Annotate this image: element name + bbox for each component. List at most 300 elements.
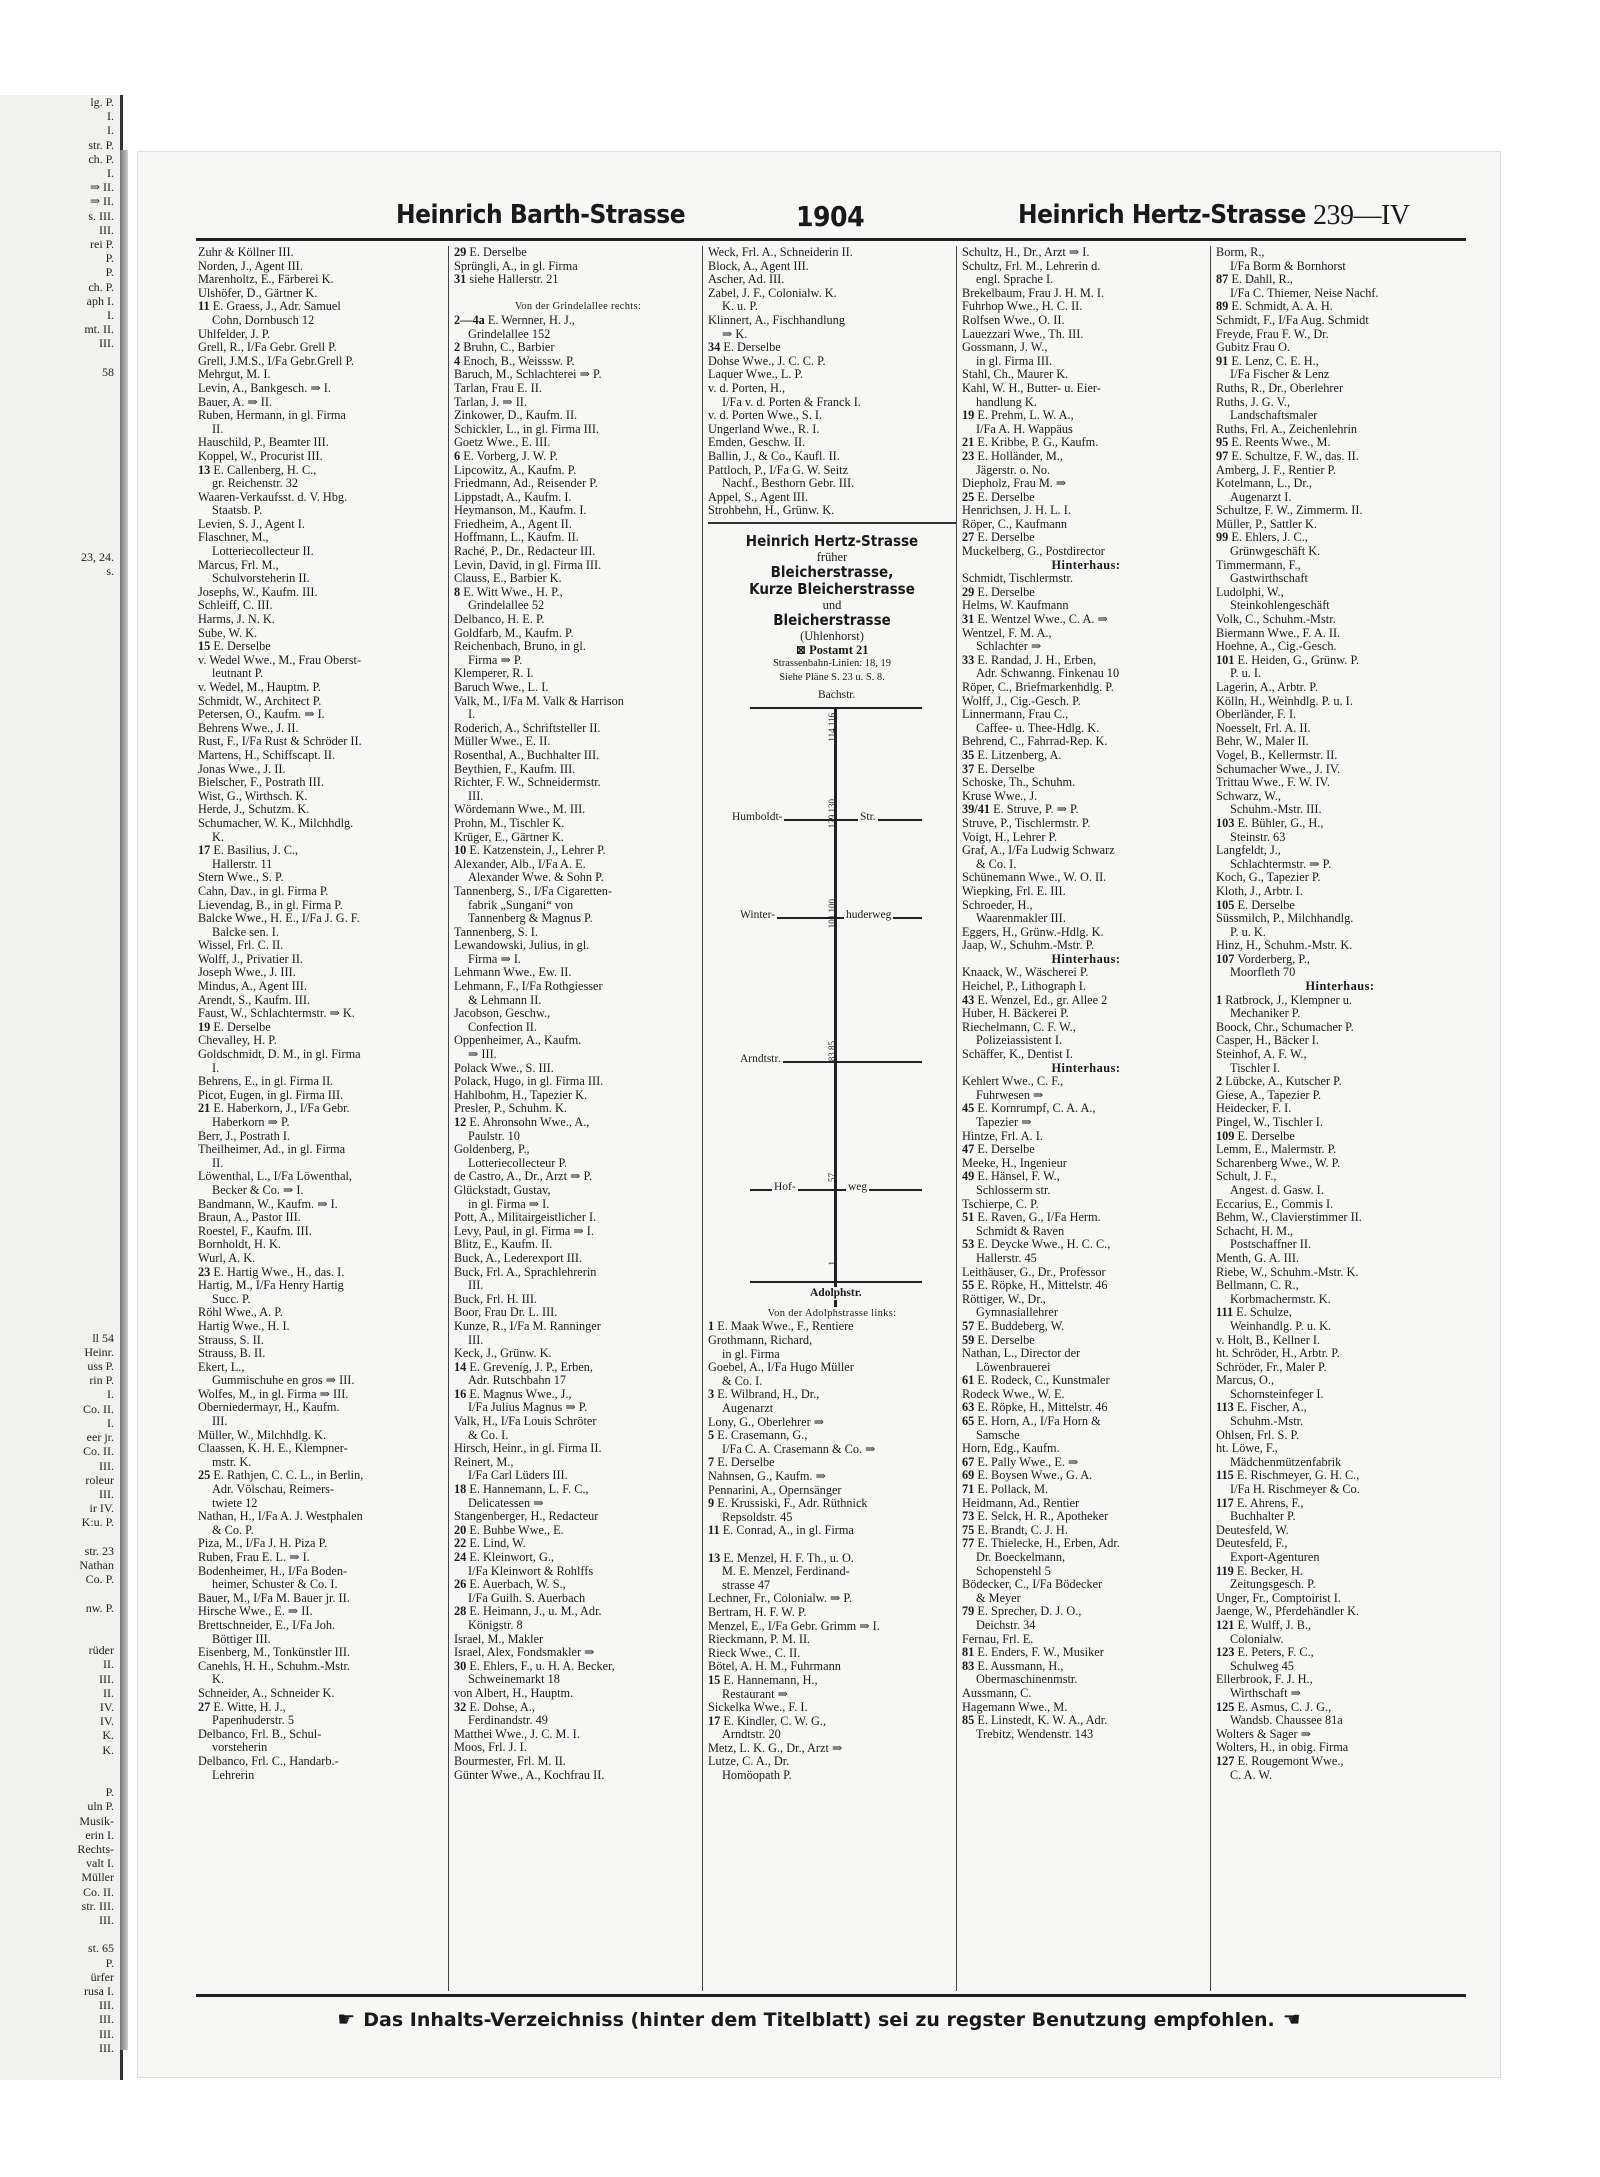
- previous-page-fragment: II.: [103, 1685, 114, 1700]
- entry-text: Augenarzt: [722, 1402, 774, 1416]
- entry-text: E. Buddeberg, W.: [977, 1319, 1065, 1333]
- previous-page-fragment: III.: [99, 222, 114, 237]
- entry-text: Lechner, Fr., Colonialw. ⇒ P.: [708, 1592, 852, 1606]
- previous-page-fragment: valt I.: [86, 1856, 114, 1871]
- cross-street-label: Arndtstr.: [740, 1052, 781, 1065]
- directory-entry: [1216, 1116, 1464, 1130]
- entry-text: Lotteriecollecteur P.: [468, 1156, 568, 1170]
- directory-entry: [1216, 599, 1464, 613]
- directory-entry: [708, 1429, 956, 1443]
- entry-text: Trebitz, Wendenstr. 143: [976, 1727, 1094, 1741]
- directory-entry: [962, 491, 1210, 505]
- directory-entry: [962, 790, 1210, 804]
- entry-text: Nathan, H., I/Fa A. J. Westphalen: [198, 1510, 363, 1524]
- entry-text: Ekert, L.,: [198, 1360, 245, 1374]
- previous-page-fragment: [0, 507, 120, 521]
- entry-text: Ferdinandstr. 49: [468, 1714, 548, 1728]
- previous-page-fragment: [0, 905, 120, 919]
- entry-text: Ruths, Frl. A., Zeichenlehrin: [1216, 422, 1358, 436]
- entry-text: Presler, P., Schuhm. K.: [454, 1102, 567, 1116]
- entry-text: Eggers, H., Grünw.-Hdlg. K.: [962, 925, 1104, 939]
- directory-entry: [454, 314, 702, 328]
- page-header: [138, 200, 1500, 236]
- entry-text: Voigt, H., Lehrer P.: [962, 830, 1058, 844]
- previous-page-fragment: [0, 1530, 120, 1544]
- directory-entry: [962, 681, 1210, 695]
- directory-entry: [1216, 273, 1464, 287]
- directory-entry: [962, 1007, 1210, 1021]
- directory-entry: [198, 899, 446, 913]
- directory-entry: [1216, 1660, 1464, 1674]
- directory-entry: [198, 640, 446, 654]
- directory-entry: [1216, 817, 1464, 831]
- house-number: 21: [198, 1102, 211, 1116]
- house-number: 59: [962, 1333, 975, 1347]
- previous-page-fragment: Co. II.: [83, 1444, 114, 1459]
- entry-text: Schwarz, W.,: [1216, 789, 1281, 803]
- entry-text: Marcus, O.,: [1216, 1374, 1275, 1388]
- previous-page-fragment: [0, 805, 120, 819]
- previous-page-fragment: I.: [107, 1415, 114, 1430]
- entry-text: Delbanco, H. E. P.: [454, 613, 545, 627]
- entry-text: Huber, H. Bäckerei P.: [962, 1007, 1069, 1021]
- directory-entry: [962, 300, 1210, 314]
- house-number: 9: [708, 1497, 715, 1511]
- directory-entry: [454, 1741, 702, 1755]
- directory-entry: [198, 1130, 446, 1144]
- directory-entry: [198, 871, 446, 885]
- entry-text: Augenarzt I.: [1230, 490, 1292, 504]
- previous-page-fragment: [0, 961, 120, 975]
- directory-entry: [198, 464, 446, 478]
- directory-entry: [1216, 1565, 1464, 1579]
- entry-text: & Co. I.: [722, 1374, 763, 1388]
- previous-page-fragment: [0, 876, 120, 890]
- entry-text: Menzel, E., I/Fa Gebr. Grimm ⇒ I.: [708, 1619, 880, 1633]
- house-number: 23: [962, 449, 975, 463]
- subsection-heading: Hinterhaus:: [1051, 1061, 1121, 1075]
- entry-text: Behrens, E., in gl. Firma II.: [198, 1075, 334, 1089]
- directory-entry: [454, 708, 702, 722]
- directory-entry: [198, 1102, 446, 1116]
- directory-entry: [1216, 1388, 1464, 1402]
- entry-text: Strohbehn, H., Grünw. K.: [708, 504, 835, 518]
- header-left-street: Heinrich Barth-Strasse: [396, 200, 686, 230]
- entry-text: Haberkorn ⇒ P.: [212, 1116, 290, 1129]
- entry-text: Boor, Frau Dr. L. III.: [454, 1306, 558, 1320]
- entry-text: Wiepking, Frl. E. III.: [962, 884, 1066, 898]
- directory-entry: [1216, 763, 1464, 777]
- house-number: 53: [962, 1238, 975, 1252]
- previous-page-fragment: P.: [105, 265, 114, 280]
- directory-entry: [962, 1728, 1210, 1742]
- directory-entry: [454, 1565, 702, 1579]
- directory-entry: [198, 1089, 446, 1103]
- entry-text: Ratbrock, J., Klempner u.: [1225, 993, 1352, 1007]
- entry-text: Reinert, M.,: [454, 1455, 514, 1469]
- directory-entry: [1216, 640, 1464, 654]
- entry-text: Koppel, W., Procurist III.: [198, 449, 323, 463]
- entry-text: Behrend, C., Fahrrad-Rep. K.: [962, 735, 1108, 749]
- entry-text: Müller Wwe., E. II.: [454, 735, 551, 749]
- directory-entry: [1216, 871, 1464, 885]
- directory-entry: [708, 1552, 956, 1566]
- directory-entry: [1216, 1401, 1464, 1415]
- entry-text: Ruben, Frau E. L. ⇒ I.: [198, 1551, 310, 1564]
- entry-text: Rieck Wwe., C. II.: [708, 1646, 801, 1660]
- directory-entry: [454, 817, 702, 831]
- house-number: 103: [1216, 816, 1235, 830]
- directory-entry: [454, 1578, 702, 1592]
- subsection-heading: Hinterhaus:: [1051, 558, 1121, 572]
- house-number: 123: [1216, 1646, 1235, 1660]
- directory-entry: [962, 1578, 1210, 1592]
- entry-text: Grindelallee 152: [468, 327, 551, 341]
- entry-text: Succ. P.: [212, 1292, 251, 1306]
- directory-entry: [1216, 790, 1464, 804]
- previous-page-fragment: [0, 464, 120, 478]
- entry-text: Schulvorsteherin II.: [212, 572, 310, 586]
- directory-entry: [454, 504, 702, 518]
- directory-entry: [962, 1633, 1210, 1647]
- previous-page-fragment: [0, 834, 120, 848]
- entry-text: II.: [212, 1156, 224, 1170]
- entry-text: Josephs, W., Kaufm. III.: [198, 585, 318, 599]
- directory-entry: [454, 1252, 702, 1266]
- previous-page-fragment: [0, 1089, 120, 1103]
- directory-entry: [198, 1578, 446, 1592]
- house-number: 101: [1216, 653, 1235, 667]
- entry-text: Casper, H., Bäcker I.: [1216, 1034, 1319, 1048]
- entry-text: Noesselt, Frl. A. II.: [1216, 721, 1311, 735]
- previous-page-fragment: III.: [99, 1671, 114, 1686]
- house-number: 107: [1216, 952, 1235, 966]
- entry-text: Rosenthal, A., Buchhalter III.: [454, 748, 600, 762]
- directory-entry: [708, 396, 956, 410]
- entry-text: Waarenmakler III.: [976, 912, 1066, 926]
- entry-text: Tannenberg & Magnus P.: [468, 912, 593, 926]
- entry-text: Angest. d. Gasw. I.: [1230, 1183, 1324, 1197]
- directory-entry: [454, 572, 702, 586]
- directory-entry: [962, 572, 1210, 586]
- directory-entry: [708, 464, 956, 478]
- directory-entry: [1216, 1578, 1464, 1592]
- entry-text: Roderich, A., Schriftsteller II.: [454, 721, 601, 735]
- directory-entry: [454, 1347, 702, 1361]
- directory-entry: [198, 1469, 446, 1483]
- directory-entry: [198, 436, 446, 450]
- page-footer-notice: [138, 2007, 1500, 2031]
- previous-page-fragment: [0, 1061, 120, 1075]
- former-name-2: Kurze Bleicherstrasse: [749, 579, 915, 598]
- directory-entry: [962, 341, 1210, 355]
- directory-entry: [1216, 1048, 1464, 1062]
- directory-entry: [1216, 531, 1464, 545]
- entry-text: Martens, H., Schiffscapt. II.: [198, 748, 336, 762]
- directory-entry: [1216, 1714, 1464, 1728]
- house-number: 20: [454, 1523, 467, 1537]
- entry-text: Nahnsen, G., Kaufm. ⇒: [708, 1470, 826, 1483]
- house-number: 5: [708, 1429, 715, 1443]
- directory-entry: [198, 1184, 446, 1198]
- entry-text: Kruse Wwe., J.: [962, 789, 1038, 803]
- directory-entry: [454, 1551, 702, 1565]
- entry-text: Keck, J., Grünw. K.: [454, 1347, 552, 1361]
- directory-entry: [198, 260, 446, 274]
- house-number: 15: [708, 1673, 721, 1687]
- entry-text: E. Rathjen, C. C. L., in Berlin,: [213, 1469, 364, 1483]
- entry-text: Jacobson, Geschw.,: [454, 1007, 551, 1021]
- entry-text: Stahl, Ch., Maurer K.: [962, 368, 1069, 382]
- entry-text: E. Pally Wwe., E. ⇒: [977, 1455, 1079, 1469]
- entry-text: Gastwirthschaft: [1230, 572, 1308, 586]
- entry-text: Oberniedermayr, H., Kaufm.: [198, 1401, 340, 1415]
- entry-text: fabrik „Sungani“ von: [468, 898, 574, 912]
- directory-entry: [198, 1442, 446, 1456]
- entry-text: Cahn, Dav., in gl. Firma P.: [198, 884, 329, 898]
- entry-text: Lewandowski, Julius, in gl.: [454, 939, 590, 953]
- directory-entry: [198, 409, 446, 423]
- entry-text: Gossmann, J. W.,: [962, 341, 1048, 355]
- entry-text: I/Fa C. Thiemer, Neise Nachf.: [1230, 286, 1379, 300]
- directory-entry: [1216, 1238, 1464, 1252]
- entry-text: Hauschild, P., Beamter III.: [198, 436, 329, 450]
- entry-text: Rust, F., I/Fa Rust & Schröder II.: [198, 735, 362, 749]
- house-number: 30: [454, 1659, 467, 1673]
- directory-entry: [454, 1170, 702, 1184]
- entry-text: Bornholdt, H. K.: [198, 1238, 282, 1252]
- directory-entry: [962, 831, 1210, 845]
- house-number: 119: [1216, 1564, 1234, 1578]
- entry-text: Eisenberg, M., Tonkünstler III.: [198, 1646, 351, 1660]
- entry-text: E. Peters, F. C.,: [1237, 1646, 1314, 1660]
- directory-entry: [198, 1660, 446, 1674]
- directory-entry: [1216, 749, 1464, 763]
- previous-page-fragment: I.: [107, 166, 114, 181]
- entry-text: Arndtstr. 20: [722, 1728, 781, 1742]
- house-number: 1: [1216, 993, 1223, 1007]
- former-name-3: Bleicherstrasse: [773, 610, 891, 629]
- previous-page-fragment: III.: [99, 1913, 114, 1927]
- directory-entry: [454, 912, 702, 926]
- directory-entry: [962, 1701, 1210, 1715]
- entry-text: Lotteriecollecteur II.: [212, 545, 314, 559]
- former-name-1: Bleicherstrasse,: [770, 562, 894, 581]
- house-number: 87: [1216, 273, 1229, 287]
- entry-text: Picot, Eugen, in gl. Firma III.: [198, 1088, 344, 1102]
- entry-text: Lübcke, A., Kutscher P.: [1225, 1075, 1342, 1089]
- entry-text: Becker & Co. ⇒ I.: [212, 1183, 304, 1197]
- directory-entry: [454, 396, 702, 410]
- directory-entry: [1216, 1456, 1464, 1470]
- entry-text: E. Schultze, F. W., das. II.: [1231, 449, 1359, 463]
- directory-entry: [708, 504, 956, 518]
- directory-entry: [962, 899, 1210, 913]
- previous-page-fragment: [0, 649, 120, 663]
- directory-entry: [198, 1673, 446, 1687]
- entry-text: I.: [468, 708, 476, 722]
- directory-entry: [962, 273, 1210, 287]
- directory-entry: [198, 1007, 446, 1021]
- entry-text: Strauss, B. II.: [198, 1347, 266, 1361]
- entry-text: Valk, M., I/Fa M. Valk & Harrison: [454, 694, 624, 708]
- directory-entry: [708, 1715, 956, 1729]
- entry-text: Oberländer, F. I.: [1216, 708, 1297, 722]
- directory-entry: [1216, 450, 1464, 464]
- directory-entry: [962, 328, 1210, 342]
- directory-entry: [962, 1170, 1210, 1184]
- directory-entry: [1216, 1687, 1464, 1701]
- previous-page-fragment: IV.: [99, 1699, 114, 1714]
- directory-entry: [708, 1375, 956, 1389]
- entry-text: E. Rougemont Wwe.,: [1237, 1754, 1344, 1768]
- entry-text: Wolff, J., Privatier II.: [198, 952, 303, 966]
- entry-text: Zuhr & Köllner III.: [198, 246, 294, 259]
- column-4: [962, 246, 1210, 1991]
- subsection-heading: Hinterhaus:: [1051, 952, 1121, 966]
- directory-entry: [454, 858, 702, 872]
- directory-entry: [454, 966, 702, 980]
- entry-text: vorsteherin: [212, 1741, 268, 1755]
- entry-text: Blitz, E., Kaufm. II.: [454, 1238, 553, 1252]
- directory-entry: [1216, 1497, 1464, 1511]
- directory-entry: [708, 314, 956, 328]
- directory-entry: [198, 1687, 446, 1701]
- previous-page-fragment: rusa I.: [84, 1984, 114, 1999]
- directory-entry: [962, 912, 1210, 926]
- directory-entry: [1216, 300, 1464, 314]
- entry-text: Steinkohlengeschäft: [1230, 599, 1330, 613]
- entry-text: E. Holländer, M.,: [977, 449, 1063, 463]
- previous-page-fragment: P.: [105, 1955, 114, 1970]
- directory-entry: [454, 613, 702, 627]
- directory-entry: [962, 858, 1210, 872]
- previous-page-fragment: [0, 1757, 120, 1771]
- directory-entry: [962, 382, 1210, 396]
- house-number: 113: [1216, 1401, 1234, 1415]
- entry-text: E. Derselbe: [977, 762, 1035, 776]
- entry-text: Schäffer, K., Dentist I.: [962, 1048, 1073, 1062]
- house-number: 18: [454, 1483, 467, 1497]
- directory-entry: [454, 681, 702, 695]
- directory-entry: [708, 246, 956, 260]
- entry-text: Wolters, H., in obig. Firma: [1216, 1741, 1349, 1755]
- entry-text: Alexander, Alb., I/Fa A. E.: [454, 857, 586, 871]
- house-number: 13: [708, 1551, 721, 1565]
- house-number-marker: 57: [827, 1172, 837, 1182]
- house-number: 25: [198, 1469, 211, 1483]
- directory-entry: [198, 803, 446, 817]
- directory-entry: [454, 1605, 702, 1619]
- directory-entry: [962, 436, 1210, 450]
- entry-text: & Co. I.: [976, 857, 1017, 871]
- entry-text: Henrichsen, J. H. L. I.: [962, 504, 1071, 518]
- directory-entry: [1216, 1633, 1464, 1647]
- directory-entry: [1216, 1334, 1464, 1348]
- house-number: 105: [1216, 898, 1235, 912]
- book-spine: [120, 150, 128, 2050]
- entry-text: E. Derselbe: [977, 1143, 1035, 1157]
- directory-entry: [198, 1252, 446, 1266]
- entry-text: E. Reents Wwe., M.: [1231, 436, 1331, 450]
- previous-page-fragment: 58: [102, 364, 114, 379]
- directory-entry: [962, 1361, 1210, 1375]
- house-number: 17: [708, 1714, 721, 1728]
- previous-page-fragment: [0, 578, 120, 592]
- previous-page-fragment: II.: [103, 1657, 114, 1672]
- entry-text: Goetz Wwe., E. III.: [454, 436, 551, 450]
- entry-text: Adr. Rutschbahn 17: [468, 1374, 567, 1388]
- entry-text: Braun, A., Pastor III.: [198, 1211, 301, 1225]
- entry-text: Nathan, L., Director der: [962, 1347, 1081, 1361]
- previous-page-fragment: ⇒ II.: [89, 194, 114, 209]
- directory-entry: [962, 1619, 1210, 1633]
- directory-entry: [1216, 1415, 1464, 1429]
- entry-text: E. Brandt, C. J. H.: [977, 1523, 1068, 1537]
- directory-entry: [962, 817, 1210, 831]
- entry-text: Balcke Wwe., H. E., I/Fa J. G. F.: [198, 912, 360, 926]
- house-number: 81: [962, 1646, 975, 1660]
- directory-entry: [708, 1688, 956, 1702]
- entry-text: E. Basilius, J. C.,: [213, 844, 299, 858]
- previous-page-fragment: [0, 450, 120, 464]
- entry-text: I/Fa Fischer & Lenz: [1230, 368, 1330, 382]
- directory-entry: [962, 1293, 1210, 1307]
- directory-entry: [198, 994, 446, 1008]
- previous-page-fragment: [0, 919, 120, 933]
- entry-text: I.: [212, 1061, 220, 1075]
- directory-entry: [454, 287, 702, 301]
- entry-text: Günter Wwe., A., Kochfrau II.: [454, 1768, 605, 1782]
- directory-entry: [1216, 939, 1464, 953]
- directory-entry: [1216, 1673, 1464, 1687]
- directory-entry: [198, 1755, 446, 1769]
- directory-entry: [198, 1537, 446, 1551]
- directory-entry: [708, 1592, 956, 1606]
- entry-text: Müller, P., Sattler K.: [1216, 517, 1317, 531]
- entry-text: III.: [468, 789, 484, 803]
- house-number: 12: [454, 1116, 467, 1129]
- entry-text: Lehmann, F., I/Fa Rothgiesser: [454, 980, 603, 994]
- directory-entry: [454, 273, 702, 287]
- entry-text: E. Ehlers, F., u. H. A. Becker,: [469, 1659, 615, 1673]
- directory-entry: [962, 409, 1210, 423]
- entry-text: v. d. Porten, H.,: [708, 381, 786, 395]
- house-number: 31: [962, 613, 975, 627]
- directory-columns: [198, 246, 1468, 1991]
- directory-entry: [454, 1714, 702, 1728]
- directory-entry: [1216, 1225, 1464, 1239]
- column-3-bottom-entries: [708, 1307, 956, 1783]
- entry-text: Bötel, A. H. M., Fuhrmann: [708, 1660, 841, 1674]
- house-number: 28: [454, 1605, 467, 1619]
- entry-text: E. Asmus, C. J. G.,: [1237, 1700, 1332, 1714]
- house-number: 95: [1216, 436, 1229, 450]
- directory-entry: [198, 1388, 446, 1402]
- previous-page-fragment: [0, 1189, 120, 1203]
- previous-page-fragment: [0, 592, 120, 606]
- previous-page-fragment: K.: [102, 1742, 114, 1757]
- directory-entry: [198, 531, 446, 545]
- directory-entry: [1216, 1184, 1464, 1198]
- entry-text: E. Conrad, A., in gl. Firma: [722, 1524, 854, 1538]
- previous-page-fragment: [0, 763, 120, 777]
- entry-text: Meeke, H., Ingenieur: [962, 1156, 1067, 1170]
- entry-text: Oppenheimer, A., Kaufm.: [454, 1034, 582, 1048]
- entry-text: E. Wentzel Wwe., C. A. ⇒: [977, 613, 1108, 627]
- directory-entry: [454, 831, 702, 845]
- directory-entry: [962, 1034, 1210, 1048]
